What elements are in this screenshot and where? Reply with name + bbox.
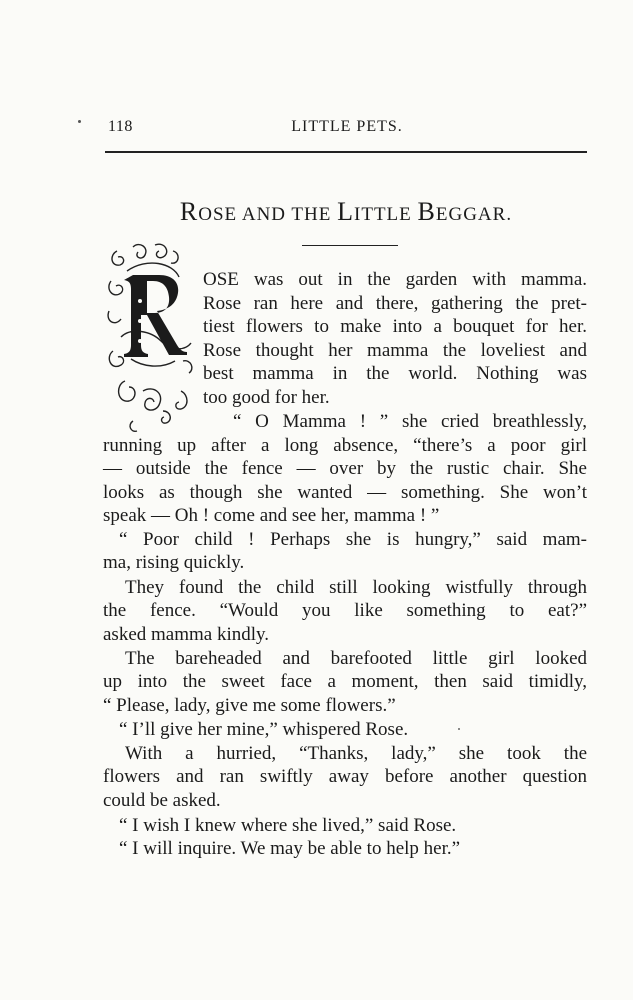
title-smallcaps: OSE AND THE bbox=[198, 204, 338, 225]
text-line: tiest flowers to make into a bouquet for her. bbox=[203, 316, 587, 338]
text-line: — outside the fence — over by the rustic chair. She bbox=[103, 458, 587, 479]
text-line: asked mamma kindly. bbox=[103, 624, 270, 645]
text-line: “ I will inquire. We may be able to help her.” bbox=[119, 838, 461, 859]
text-line: “ Poor child ! Perhaps she is hungry,” said mam- bbox=[119, 529, 587, 550]
header-rule bbox=[105, 151, 587, 153]
text-line: could be asked. bbox=[103, 790, 221, 811]
chapter-title bbox=[105, 197, 587, 227]
running-title: LITTLE PETS. bbox=[291, 118, 403, 135]
text-line: Rose ran here and there, gathering the pret- bbox=[203, 292, 587, 314]
text-line: “ I’ll give her mine,” whispered Rose. bbox=[119, 719, 409, 740]
page-speck bbox=[458, 728, 460, 730]
title-initial: L bbox=[337, 197, 355, 226]
text-line: the fence. “Would you like something to eat?” bbox=[103, 600, 587, 621]
page-speck bbox=[78, 120, 81, 123]
text-line: running up after a long absence, “there’s a poor girl bbox=[103, 435, 587, 456]
text-line: “ I wish I knew where she lived,” said Rose. bbox=[119, 815, 457, 836]
title-smallcaps: EGGAR. bbox=[435, 204, 513, 225]
text-line: OSE was out in the garden with mamma. bbox=[203, 269, 587, 290]
text-line: too good for her. bbox=[203, 387, 330, 408]
text-line: looks as though she wanted — something. She won’t bbox=[103, 482, 587, 503]
text-line: “ O Mamma ! ” she cried breathlessly, bbox=[233, 411, 587, 432]
ornamental-drop-cap-icon bbox=[103, 241, 195, 437]
text-line: up into the sweet face a moment, then said timidly, bbox=[103, 671, 587, 692]
text-line: They found the child still looking wistfully through bbox=[125, 577, 587, 598]
title-initial: B bbox=[417, 197, 436, 226]
text-line: The bareheaded and barefooted little girl looked bbox=[125, 648, 587, 669]
text-line: With a hurried, “Thanks, lady,” she took the bbox=[125, 743, 587, 764]
text-line: speak — Oh ! come and see her, mamma ! ” bbox=[103, 505, 440, 526]
page-header bbox=[108, 118, 586, 142]
text-line: “ Please, lady, give me some flowers.” bbox=[103, 695, 396, 716]
text-line: Rose thought her mamma the loveliest and bbox=[203, 339, 587, 361]
title-initial: R bbox=[179, 197, 199, 226]
title-rule bbox=[302, 245, 398, 246]
page-number: 118 bbox=[108, 118, 133, 135]
text-line: flowers and ran swiftly away before another question bbox=[103, 766, 587, 787]
text-line: ma, rising quickly. bbox=[103, 552, 245, 573]
text-line: best mamma in the world. Nothing was bbox=[203, 363, 587, 385]
title-smallcaps: ITTLE bbox=[354, 204, 418, 225]
